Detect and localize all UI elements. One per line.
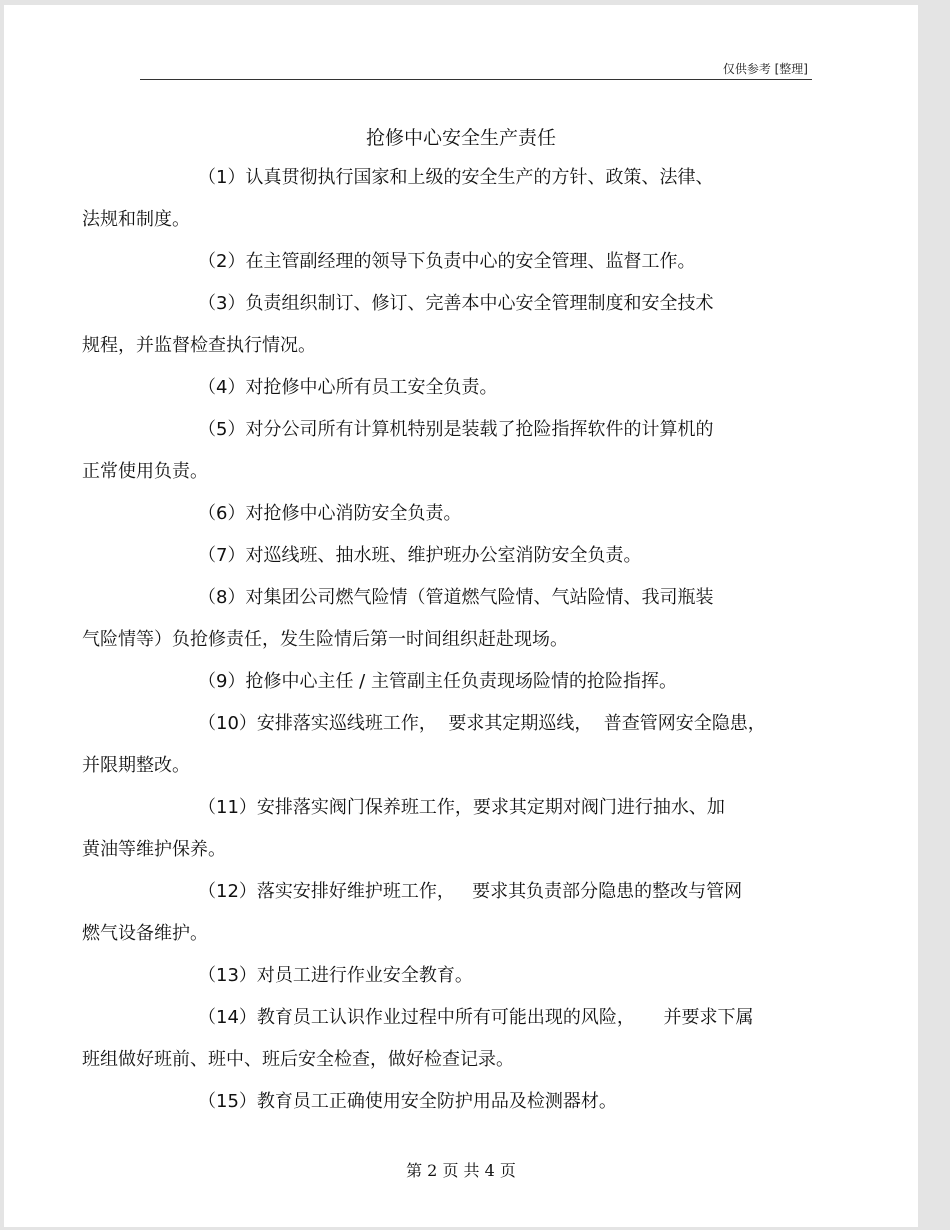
paragraph-line: （3）负责组织制订、修订、完善本中心安全管理制度和安全技术: [198, 293, 714, 314]
document-page: [4, 5, 918, 1227]
paragraph-line: （14）教育员工认识作业过程中所有可能出现的风险， 并要求下属: [198, 1007, 754, 1028]
paragraph-item: [82, 577, 812, 661]
paragraph-line: （2）在主管副经理的领导下负责中心的安全管理、监督工作。: [198, 251, 696, 272]
paragraph-item: [140, 493, 812, 535]
paragraph-line: （9）抢修中心主任 / 主管副主任负责现场险情的抢险指挥。: [198, 671, 677, 692]
paragraph-item: [82, 283, 812, 367]
paragraph-line: （4）对抢修中心所有员工安全负责。: [198, 377, 498, 398]
paragraph-line: （11）安排落实阀门保养班工作，要求其定期对阀门进行抽水、加: [198, 797, 725, 818]
paragraph-item: [140, 535, 812, 577]
header-note: 仅供参考 [整理]: [722, 62, 808, 76]
paragraph-continuation-line: 燃气设备维护。: [82, 923, 208, 944]
paragraph-line: （15）教育员工正确使用安全防护用品及检测器材。: [198, 1091, 617, 1112]
paragraph-continuation-line: 并限期整改。: [82, 755, 190, 776]
page-footer: 第 2 页 共 4 页: [406, 1161, 516, 1180]
paragraph-continuation-line: 正常使用负责。: [82, 461, 208, 482]
paragraph-continuation-line: 法规和制度。: [82, 209, 190, 230]
paragraph-continuation-line: 规程，并监督检查执行情况。: [82, 335, 316, 356]
paragraph-item: [82, 703, 812, 787]
header-divider: [140, 79, 812, 80]
paragraph-item: [140, 367, 812, 409]
paragraph-item: [140, 661, 812, 703]
paragraph-item: [82, 997, 812, 1081]
paragraph-line: （1）认真贯彻执行国家和上级的安全生产的方针、政策、法律、: [198, 167, 714, 188]
paragraph-item: [82, 157, 812, 241]
paragraph-item: [82, 409, 812, 493]
paragraph-item: [140, 1081, 812, 1123]
paragraph-line: （5）对分公司所有计算机特别是装载了抢险指挥软件的计算机的: [198, 419, 714, 440]
paragraph-item: [82, 871, 812, 955]
paragraph-line: （7）对巡线班、抽水班、维护班办公室消防安全负责。: [198, 545, 642, 566]
paragraph-item: [82, 787, 812, 871]
paragraph-line: （8）对集团公司燃气险情（管道燃气险情、气站险情、我司瓶装: [198, 587, 714, 608]
paragraph-continuation-line: 气险情等）负抢修责任，发生险情后第一时间组织赶赴现场。: [82, 629, 568, 650]
paragraph-item: [140, 241, 812, 283]
paragraph-item: [140, 955, 812, 997]
paragraph-line: （12）落实安排好维护班工作， 要求其负责部分隐患的整改与管网: [198, 881, 743, 902]
paragraph-line: （10）安排落实巡线班工作， 要求其定期巡线， 普查管网安全隐患，: [198, 713, 766, 734]
document-title: 抢修中心安全生产责任: [365, 127, 556, 149]
paragraph-line: （13）对员工进行作业安全教育。: [198, 965, 473, 986]
paragraph-continuation-line: 黄油等维护保养。: [82, 839, 226, 860]
document-body: [82, 157, 812, 1123]
paragraph-continuation-line: 班组做好班前、班中、班后安全检查，做好检查记录。: [82, 1049, 514, 1070]
paragraph-line: （6）对抢修中心消防安全负责。: [198, 503, 462, 524]
